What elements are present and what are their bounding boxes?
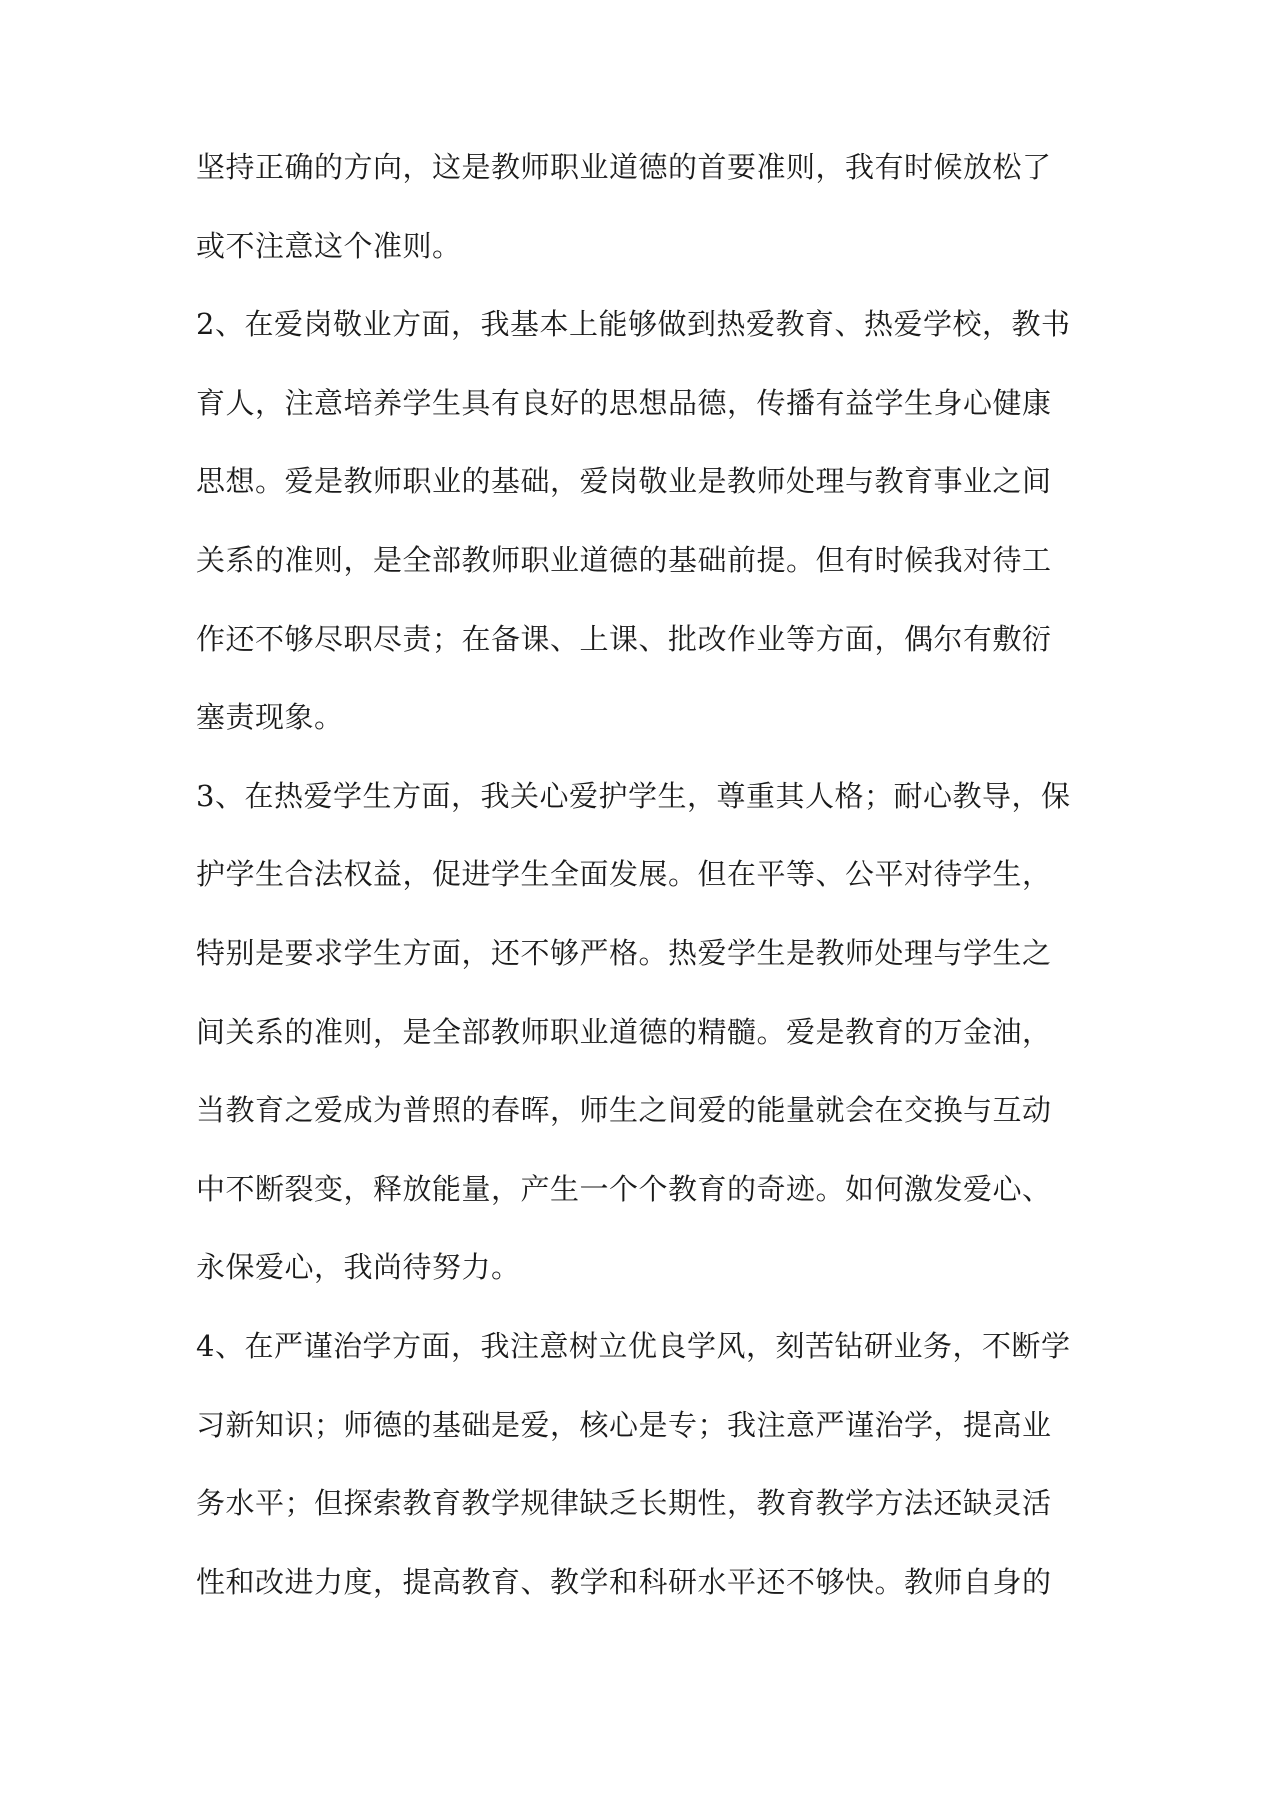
text-line: 中不断裂变，释放能量，产生一个个教育的奇迹。如何激发爱心、 xyxy=(196,1171,1052,1206)
text-line: 塞责现象。 xyxy=(196,700,344,735)
text-line: 习新知识；师德的基础是爱，核心是专；我注意严谨治学，提高业 xyxy=(196,1407,1052,1442)
text-line: 永保爱心，我尚待努力。 xyxy=(196,1250,521,1285)
text-line: 性和改进力度，提高教育、教学和科研水平还不够快。教师自身的 xyxy=(196,1564,1052,1599)
text-line: 护学生合法权益，促进学生全面发展。但在平等、公平对待学生， xyxy=(196,857,1052,892)
document-body xyxy=(196,128,1096,1621)
text-line: 思想。爱是教师职业的基础，爱岗敬业是教师处理与教育事业之间 xyxy=(196,464,1052,499)
text-line: 间关系的准则，是全部教师职业道德的精髓。爱是教育的万金油， xyxy=(196,1014,1052,1049)
text-line: 作还不够尽职尽责；在备课、上课、批改作业等方面，偶尔有敷衍 xyxy=(196,621,1052,656)
text-line: 4、在严谨治学方面，我注意树立优良学风，刻苦钻研业务，不断学 xyxy=(196,1328,1071,1363)
text-line: 当教育之爱成为普照的春晖，师生之间爱的能量就会在交换与互动 xyxy=(196,1093,1052,1128)
text-line: 3、在热爱学生方面，我关心爱护学生，尊重其人格；耐心教导，保 xyxy=(196,778,1071,813)
text-line: 关系的准则，是全部教师职业道德的基础前提。但有时候我对待工 xyxy=(196,542,1052,577)
text-line: 务水平；但探索教育教学规律缺乏长期性，教育教学方法还缺灵活 xyxy=(196,1486,1052,1521)
text-line: 或不注意这个准则。 xyxy=(196,228,462,263)
text-line: 2、在爱岗敬业方面，我基本上能够做到热爱教育、热爱学校，教书 xyxy=(196,307,1071,342)
text-line: 特别是要求学生方面，还不够严格。热爱学生是教师处理与学生之 xyxy=(196,935,1052,970)
text-line: 坚持正确的方向，这是教师职业道德的首要准则，我有时候放松了 xyxy=(196,150,1052,184)
text-line: 育人，注意培养学生具有良好的思想品德，传播有益学生身心健康 xyxy=(196,385,1052,420)
